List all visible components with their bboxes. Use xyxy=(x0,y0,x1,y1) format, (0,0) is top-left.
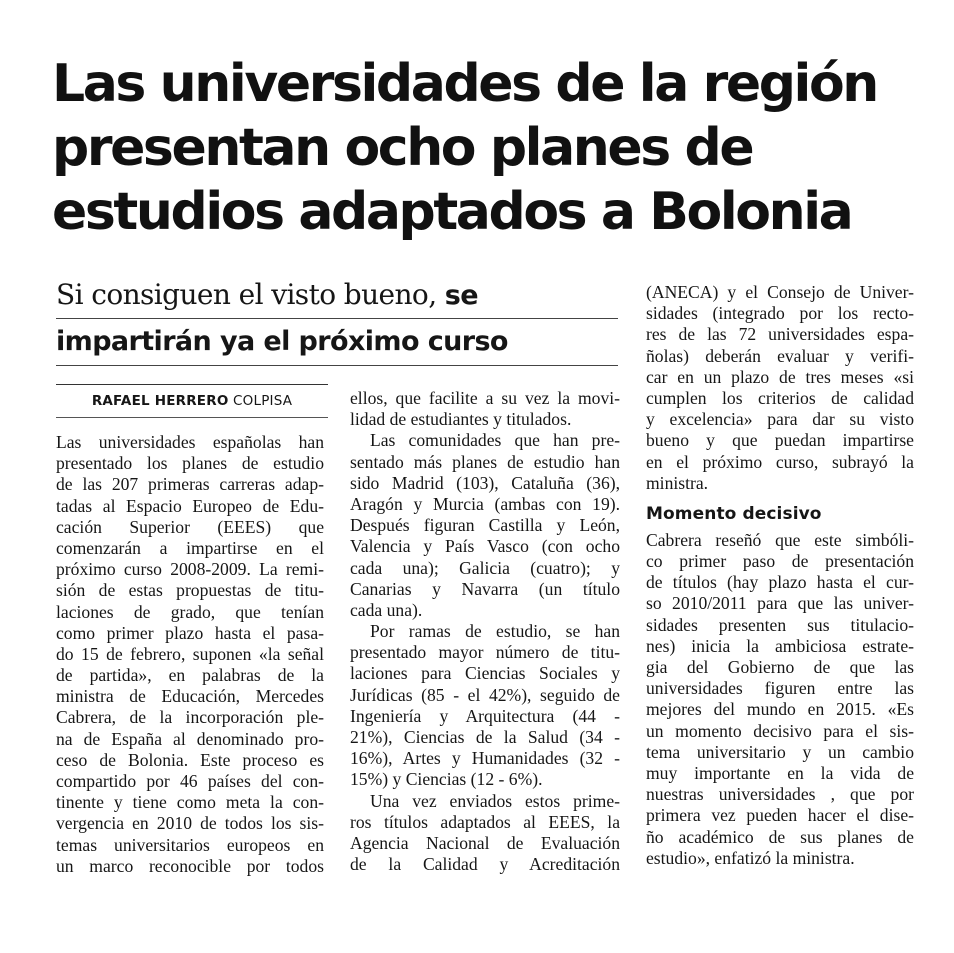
byline-agency: COLPISA xyxy=(233,393,293,409)
subheadline xyxy=(56,272,618,366)
text-line: ño académico de sus planes de xyxy=(646,826,914,847)
article-column-1 xyxy=(56,432,324,877)
text-line: gia del Gobierno de que las xyxy=(646,657,914,677)
text-line: presentado los planes de estudio xyxy=(56,453,324,474)
text-line: 15%) y Ciencias (12 - 6%). xyxy=(350,769,543,790)
text-line: vergencia en 2010 de todos los sis- xyxy=(56,813,324,834)
text-line: mejores del mundo en 2015. «Es xyxy=(646,699,914,720)
section-heading: Momento decisivo xyxy=(646,503,822,524)
text-line: sidades presenten sus titulacio- xyxy=(646,614,914,635)
text-line: ceso de Bolonia. Este proceso es xyxy=(56,749,324,770)
text-line: Después figuran Castilla y León, xyxy=(350,515,620,536)
text-line: (ANECA) y el Consejo de Univer- xyxy=(646,282,914,302)
text-line: comenzarán a impartirse en el xyxy=(56,537,324,558)
headline-line: estudios adaptados a Bolonia xyxy=(52,182,852,242)
text-line: estudio», enfatizó la ministra. xyxy=(646,847,855,868)
text-line: como primer plazo hasta el pasa- xyxy=(56,622,324,643)
text-line: ministra de Educación, Mercedes xyxy=(56,686,324,707)
text-line: so 2010/2011 para que las univer- xyxy=(646,593,914,614)
text-line: laciones para Ciencias Sociales y xyxy=(350,663,620,684)
subheadline-text: Si consiguen el visto bueno, xyxy=(56,278,445,311)
text-line: sido Madrid (103), Cataluña (36), xyxy=(350,472,620,493)
text-line: Ingeniería y Arquitectura (44 - xyxy=(350,705,620,726)
text-line: sentado más planes de estudio han xyxy=(350,451,620,472)
text-line: bueno y que puedan impartirse xyxy=(646,430,914,451)
text-line: muy importante en la vida de xyxy=(646,762,914,783)
text-line: na de España al denominado pro- xyxy=(56,728,324,749)
text-line: Por ramas de estudio, se han xyxy=(370,621,620,642)
text-line: nes) inicia la ambiciosa estrate- xyxy=(646,635,914,656)
text-line: tema universitario y un cambio xyxy=(646,741,914,762)
text-line: Jurídicas (85 - el 42%), seguido de xyxy=(350,684,620,705)
text-line: cada una). xyxy=(350,599,423,620)
text-line: cada una); Galicia (cuatro); y xyxy=(350,557,620,578)
article-column-2 xyxy=(350,388,620,875)
text-line: Las comunidades que han pre- xyxy=(370,430,620,451)
text-line: Cabrera reseñó que este simbóli- xyxy=(646,529,914,550)
text-line: de la Calidad y Acreditación xyxy=(350,854,620,875)
text-line: nuestras universidades , que por xyxy=(646,784,914,805)
text-line: Una vez enviados estos prime- xyxy=(370,790,620,811)
text-line: 21%), Ciencias de la Salud (34 - xyxy=(350,727,620,747)
article-column-3 xyxy=(646,282,914,869)
text-line: co primer paso de presentación xyxy=(646,551,914,572)
text-line: un marco reconocible por todos xyxy=(56,855,324,876)
text-line: Aragón y Murcia (ambas con 19). xyxy=(350,493,620,514)
text-line: sión de estas propuestas de titu- xyxy=(56,580,324,601)
text-line: tadas al Espacio Europeo de Edu- xyxy=(56,495,324,516)
text-line: Las universidades españolas han xyxy=(56,432,324,452)
text-line: y excelencia» para dar su visto xyxy=(646,409,914,430)
text-line: cación Superior (EEES) que xyxy=(56,516,324,537)
text-line: universidades figuren entre las xyxy=(646,678,914,699)
text-line: primera vez pueden hacer el dise- xyxy=(646,805,914,826)
text-line: ellos, que facilite a su vez la movi- xyxy=(350,388,620,408)
text-line: de títulos (hay plazo hasta el cur- xyxy=(646,572,914,593)
subheadline-line-2: impartirán ya el próximo curso xyxy=(56,319,618,366)
subheadline-bold-text: se xyxy=(444,280,478,311)
text-line: un momento decisivo para el sis- xyxy=(646,720,914,741)
text-line: próximo curso 2008-2009. La remi- xyxy=(56,559,324,580)
subheadline-line-1 xyxy=(56,272,618,319)
text-line: ministra. xyxy=(646,472,709,493)
text-line: Canarias y Navarra (un título xyxy=(350,578,620,599)
text-line: 16%), Artes y Humanidades (32 - xyxy=(350,748,620,769)
text-line: tinente y tiene como meta la con- xyxy=(56,792,324,813)
text-line: de partida», en palabras de la xyxy=(56,665,324,686)
text-line: Agencia Nacional de Evaluación xyxy=(350,832,620,853)
text-line: ros títulos adaptados al EEES, la xyxy=(350,811,620,832)
text-line: Cabrera, de la incorporación ple- xyxy=(56,707,324,728)
text-line: laciones de grado, que tenían xyxy=(56,601,324,622)
text-line: res de las 72 universidades espa- xyxy=(646,324,914,345)
headline-line: Las universidades de la región xyxy=(52,54,877,114)
text-line: car en un plazo de tres meses «si xyxy=(646,366,914,387)
text-line: en el próximo curso, subrayó la xyxy=(646,451,914,472)
headline-line: presentan ocho planes de xyxy=(52,118,753,178)
text-line: Valencia y País Vasco (con ocho xyxy=(350,536,620,557)
text-line: sidades (integrado por los recto- xyxy=(646,303,914,324)
byline-author: RAFAEL HERRERO xyxy=(91,393,229,409)
text-line: ñolas) deberán evaluar y verifi- xyxy=(646,345,914,366)
text-line: lidad de estudiantes y titulados. xyxy=(350,409,572,430)
text-line: temas universitarios europeos en xyxy=(56,834,324,855)
text-line: compartido por 46 países del con- xyxy=(56,771,324,791)
text-line: do 15 de febrero, suponen «la señal xyxy=(56,643,324,664)
text-line: presentado mayor número de titu- xyxy=(350,642,620,663)
text-line: de las 207 primeras carreras adap- xyxy=(56,474,324,495)
byline xyxy=(56,384,328,418)
text-line: cumplen los criterios de calidad xyxy=(646,387,914,408)
headline xyxy=(52,52,932,244)
